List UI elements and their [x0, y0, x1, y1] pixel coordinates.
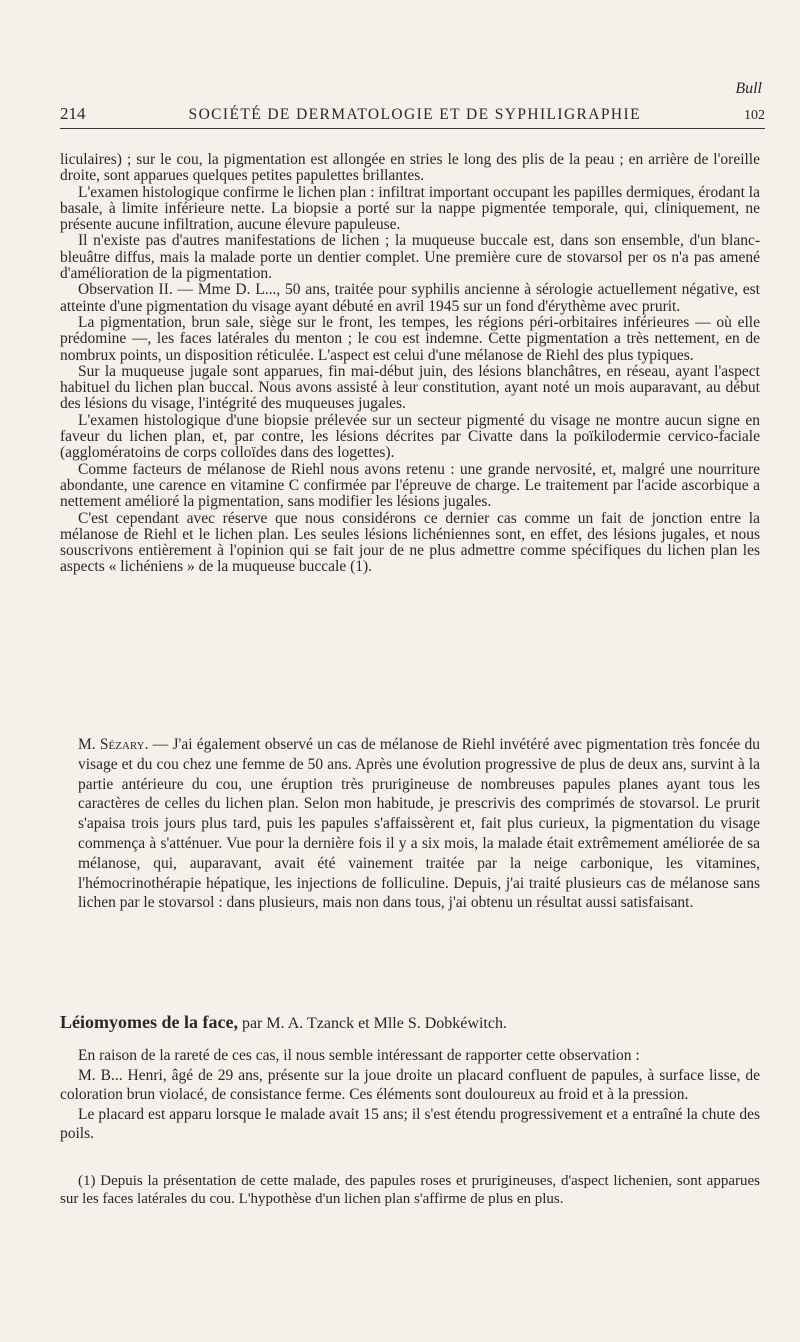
- bull-handwritten-tag: Bull: [735, 80, 762, 97]
- article-body: [60, 1046, 760, 1144]
- comment-text: — J'ai également observé un cas de mélanose de Riehl invétéré avec pigmentation très foncée du visage et du cou chez une femme de 50 ans. Après une évolution progressive de plus de deux ans, survint à la partie antérieure du cou, une éruption très prurigineuse de nombreuses papules planes ayant tous les caractères de celles du lichen plan. Selon mon habitude, je prescrivis des comprimés de stovarsol. Le prurit s'apaisa trois jours plus tard, puis les papules s'affaissèrent et, fait plus curieux, la pigmentation du visage commença à s'atténuer. Vue pour la dernière fois il y a six mois, la malade était extrêmement améliorée de sa mélanose, qui, auparavant, avait été vainement traitée par la neige carbonique, les vitamines, l'hémocrinothérapie hépatique, les injections de folliculine. Depuis, j'ai traité plusieurs cas de mélanose sans lichen par le stovarsol : dans plusieurs, mais non dans tous, j'ai obtenu un résultat aussi satisfaisant.: [78, 736, 761, 912]
- paragraph: Observation II. — Mme D. L..., 50 ans, traitée pour syphilis ancienne à sérologie actuellement négative, est atteinte d'une pigmentation du visage ayant débuté en avril 1945 sur un fond d'érythème avec prurit.: [60, 281, 760, 315]
- page-number: 214: [60, 104, 86, 123]
- article-heading: [60, 1012, 780, 1033]
- paragraph: Il n'existe pas d'autres manifestations de lichen ; la muqueuse buccale est, dans son ensemble, d'un blanc-bleuâtre diffus, mais la malade porte un dentier complet. Une première cure de stovarsol per os n'a pas amené d'amélioration de la pigmentation.: [60, 232, 760, 283]
- observation-text: [60, 152, 760, 576]
- comment-paragraph: [78, 735, 760, 913]
- paragraph: M. B... Henri, âgé de 29 ans, présente sur la joue droite un placard confluent de papules, à surface lisse, de coloration brun violacé, de consistance ferme. Ces éléments sont douloureux au froid et à la pression.: [60, 1066, 760, 1103]
- running-title: SOCIÉTÉ DE DERMATOLOGIE ET DE SYPHILIGRAPHIE: [188, 106, 641, 123]
- paragraph: L'examen histologique confirme le lichen plan : infiltrat important occupant les papilles dermiques, érodant la basale, à limite inférieure nette. La biopsie a porté sur la nappe pigmentée temporale, qui, cliniquement, ne présente aucune infiltration, aucune élevure papuleuse.: [60, 183, 760, 234]
- article-title: Léiomyomes de la face,: [60, 1012, 238, 1032]
- paragraph: Le placard est apparu lorsque le malade avait 15 ans; il s'est étendu progressivement et a entraîné la chute des poils.: [60, 1105, 760, 1142]
- sezary-comment: [78, 735, 760, 913]
- footnote-text: (1) Depuis la présentation de cette malade, des papules roses et prurigineuses, d'aspect lichenien, sont apparues sur les faces latérales du cou. L'hypothèse d'un lichen plan s'affirme de plus en plus.: [60, 1173, 760, 1207]
- paragraph: C'est cependant avec réserve que nous considérons ce dernier cas comme un fait de jonction entre la mélanose de Riehl et le lichen plan. Les seules lésions lichéniennes sont, en effet, des lésions jugales, et nous souscrivons entièrement à l'opinion qui se fait jour de ne plus admettre comme spécifiques du lichen plan les aspects « lichéniens » de la muqueuse buccale (1).: [60, 509, 760, 576]
- paragraph: L'examen histologique d'une biopsie prélevée sur un secteur pigmenté du visage ne montre aucun signe en faveur du lichen plan, et, par contre, les lésions décrites par Civatte dans la poïkilodermie cervico-faciale (agglomératoins de corps colloïdes dans des logettes).: [60, 411, 760, 462]
- paragraph: liculaires) ; sur le cou, la pigmentation est allongée en stries le long des plis de la peau ; en arrière de l'oreille droite, sont apparues quelques petites papulettes brillantes.: [60, 151, 760, 185]
- paragraph: Sur la muqueuse jugale sont apparues, fin mai-début juin, des lésions blanchâtres, en réseau, ayant l'aspect habituel du lichen plan buccal. Nous avons assisté à leur constitution, ayant noté un mois auparavant, au début des lésions du visage, l'intégrité des muqueuses jugales.: [60, 362, 760, 413]
- volume-number: 102: [743, 108, 765, 123]
- page-header: [60, 104, 765, 129]
- paragraph: Comme facteurs de mélanose de Riehl nous avons retenu : une grande nervosité, et, malgré une nourriture abondante, une carence en vitamine C confirmée par l'épreuve de charge. Le traitement par l'acide ascorbique a nettement amélioré la pigmentation, sans modifier les lésions jugales.: [60, 460, 760, 511]
- paragraph: En raison de la rareté de ces cas, il nous semble intéressant de rapporter cette observation :: [78, 1047, 640, 1064]
- speaker-name: M. Sézary.: [78, 736, 149, 753]
- article-byline: par M. A. Tzanck et Mlle S. Dobkéwitch.: [241, 1015, 507, 1032]
- paragraph: La pigmentation, brun sale, siège sur le front, les tempes, les régions péri-orbitaires inférieures — où elle prédomine —, les faces latérales du menton ; le cou est indemne. Cette pigmentation a très nettement, en de nombrux points, un disposition réticulée. L'aspect est celui d'une mélanose de Riehl des plus typiques.: [60, 313, 760, 364]
- footnote: [60, 1173, 760, 1208]
